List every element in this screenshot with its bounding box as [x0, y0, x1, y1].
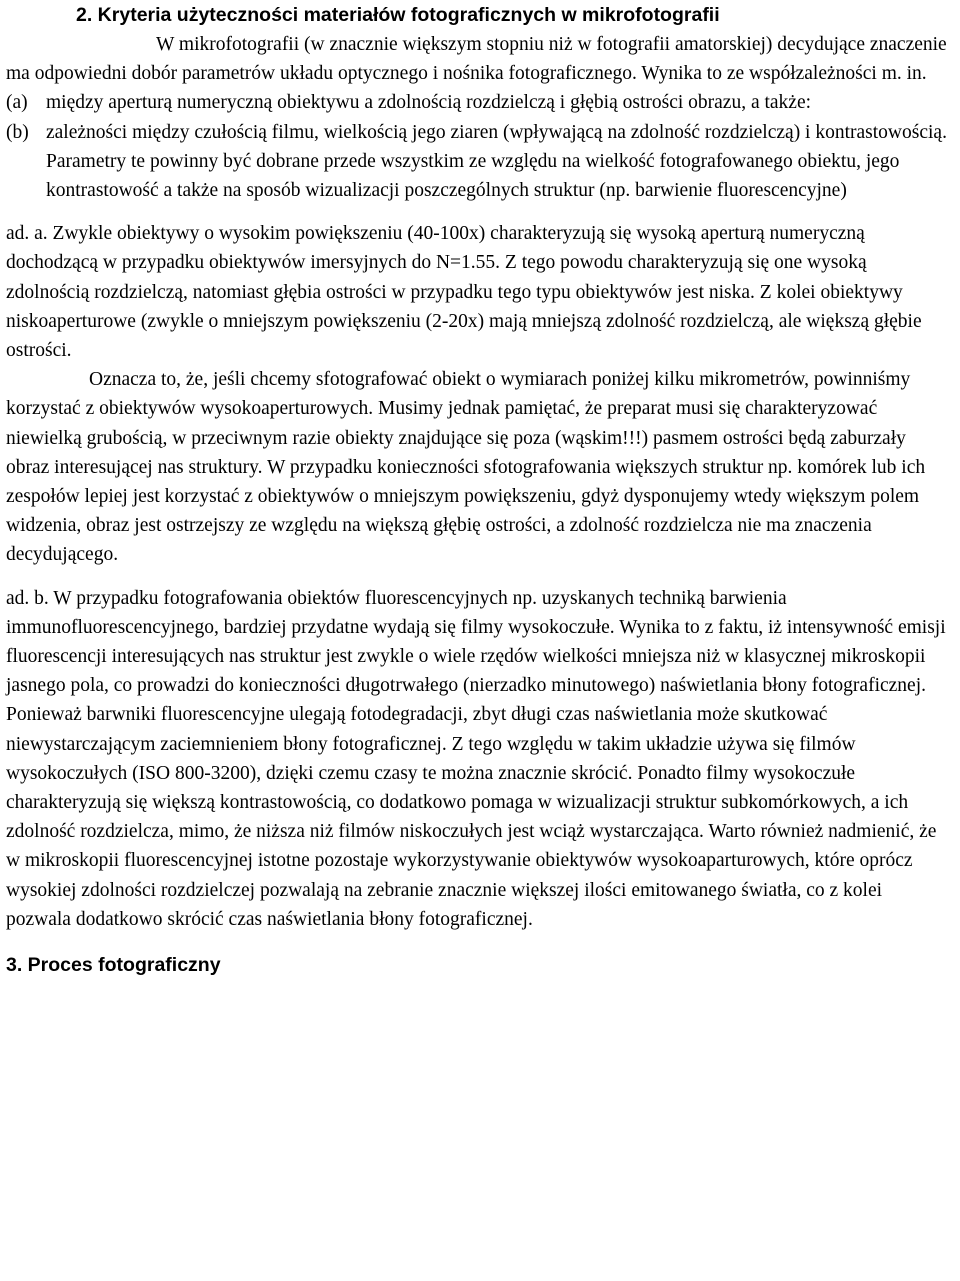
list-item-a	[6, 88, 950, 117]
list-text-a: między aperturą numeryczną obiektywu a zdolnością rozdzielczą i głębią ostrości obrazu, a także:	[46, 92, 812, 114]
document-page	[6, 0, 950, 980]
paragraph-ad-b: ad. b. W przypadku fotografowania obiektów fluorescencyjnych np. uzyskanych techniką barwienia immunofluorescencyjnego, bardziej przydatne wydają się filmy wysokoczułe. Wynika to z faktu, iż intensywność emisji fluorescencji interesujących nas struktur jest zwykle o wiele rzędów wielkości mniejsza niż w klasycznej mikroskopii jasnego pola, co prowadzi do konieczności długotrwałego (nierzadko minutowego) naświetlania błony fotograficznej. Ponieważ barwniki fluorescencyjne ulegają fotodegradacji, zbyt długi czas naświetlania może skutkować niewystarczającym zaciemnieniem błony fotograficznej. Z tego względu w takim układzie używa się filmów wysokoczułych (ISO 800-3200), dzięki czemu czasy te można znacznie skrócić. Ponadto filmy wysokoczułe charakteryzują się większą kontrastowością, co dodatkowo pomaga w wizualizacji struktur subkomórkowych, a ich zdolność rozdzielcza, mimo, że niższa niż filmów niskoczułych jest wciąż wystarczająca. Warto również nadmienić, że w mikroskopii fluorescencyjnej istotne pozostaje wykorzystywanie obiektywów wysokoaparturowych, które oprócz wysokiej zdolności rozdzielczej pozwalają na zebranie znacznie większej ilości emitowanego światła, co z kolei pozwala dodatkowo skrócić czas naświetlania błony fotograficznej.	[6, 587, 946, 930]
list-marker-b: (b)	[6, 121, 29, 143]
list-text-b: zależności między czułością filmu, wielkością jego ziaren (wpływającą na zdolność rozdzielczą) i kontrastowością. Parametry te powinny być dobrane przede wszystkim ze względu na wielkość fotografowanego obiektu, jego kontrastowość a także na sposób wizualizacji poszczególnych struktur (np. barwienie fluorescencyjne)	[46, 121, 947, 202]
list-item-b	[6, 118, 950, 206]
intro-paragraph: W mikrofotografii (w znacznie większym stopniu niż w fotografii amatorskiej) decydujące znaczenie ma odpowiedni dobór parametrów układu optycznego i nośnika fotograficznego. Wynika to ze współzależności m. in.	[6, 34, 947, 85]
paragraph-ad-a-continued: Oznacza to, że, jeśli chcemy sfotografować obiekt o wymiarach poniżej kilku mikrometrów, powinniśmy korzystać z obiektywów wysokoaperturowych. Musimy jednak pamiętać, że preparat musi się charakteryzować niewielką grubością, w przeciwnym razie obiekty znajdujące się poza (wąskim!!!) pasmem ostrości będą zaburzały obraz interesującej nas struktury. W przypadku konieczności sfotografowania większych struktur np. komórek lub ich zespołów lepiej jest korzystać z obiektywów o mniejszym powiększeniu, gdyż dysponujemy wtedy większym polem widzenia, obraz jest ostrzejszy ze względu na większą głębię ostrości, a zdolność rozdzielcza nie ma znaczenia decydującego.	[6, 369, 926, 566]
spacer	[6, 570, 950, 584]
paragraph-ad-a: ad. a. Zwykle obiektywy o wysokim powiększeniu (40-100x) charakteryzują się wysoką aperturą numeryczną dochodzącą w przypadku obiektywów imersyjnych do N=1.55. Z tego powodu charakteryzują się one wysoką zdolnością rozdzielczą, natomiast głębia ostrości w przypadku tego typu obiektywów jest niska. Z kolei obiektywy niskoaperturowe (zwykle o mniejszym powiększeniu (2-20x) mają mniejszą zdolność rozdzielczą, ale większą głębie ostrości.	[6, 223, 922, 362]
list-marker-a: (a)	[6, 92, 28, 114]
section-3-heading: 3. Proces fotograficzny	[6, 954, 221, 977]
spacer	[6, 205, 950, 219]
section-2-heading: 2. Kryteria użyteczności materiałów fotograficznych w mikrofotografii	[76, 4, 720, 26]
